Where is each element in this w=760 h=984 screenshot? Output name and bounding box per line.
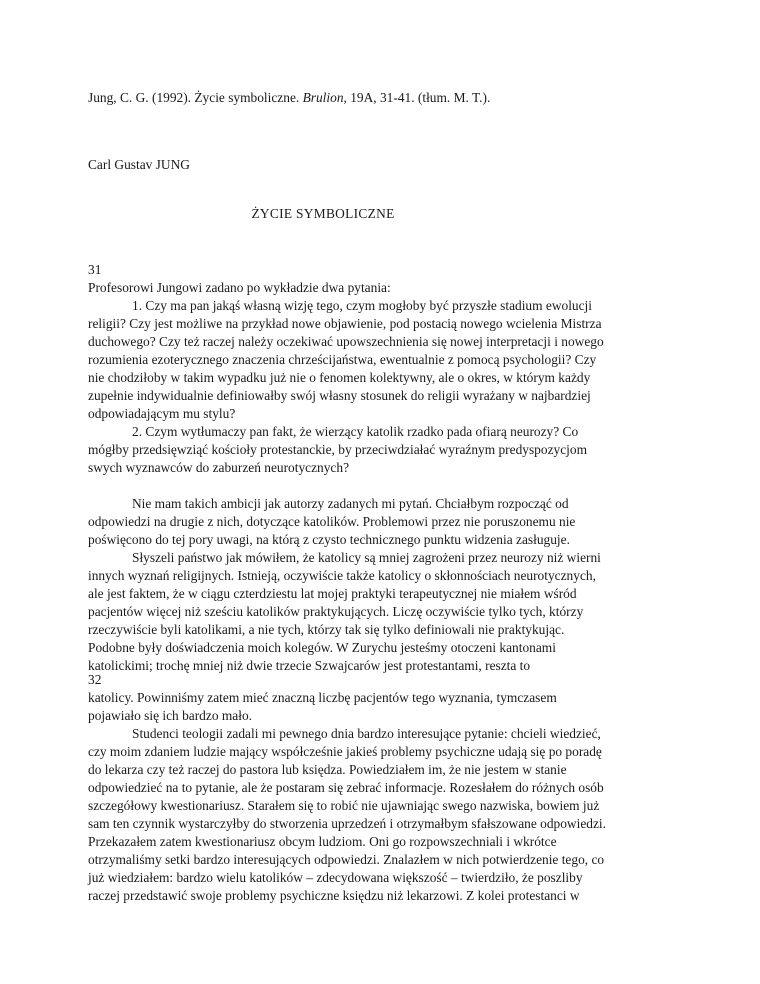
document-title: ŻYCIE SYMBOLICZNE <box>251 206 395 221</box>
text-line: innych wyznań religijnych. Istnieją, oczywiście także katolicy o skłonnościach neurotycznych, <box>88 568 596 583</box>
author-name: Carl Gustav JUNG <box>88 157 190 172</box>
text-line: szczegółowy kwestionariusz. Starałem się to robić nie ujawniając swego nazwiska, bowiem już <box>88 798 600 813</box>
text-line: rozumienia ezoterycznego znaczenia chrześcijaństwa, ewentualnie z pomocą psychologii? Czy <box>88 352 597 367</box>
page-number-31: 31 <box>88 262 102 277</box>
text-line: poświęcono do tej pory uwagi, na którą z czysto technicznego punktu widzenia zasługuje. <box>88 532 570 547</box>
text-line: odpowiedzieć na to pytanie, ale że postaram się zebrać informacje. Rozesłałem do różnych osób <box>88 780 604 795</box>
citation-suffix: , 19A, 31-41. (tłum. M. T.). <box>343 90 491 105</box>
text-line: odpowiadającym mu stylu? <box>88 406 236 421</box>
text-line: odpowiedzi na drugie z nich, dotyczące katolików. Problemowi przez nie poruszonemu nie <box>88 514 576 529</box>
text-line: zupełnie indywidualnie definiowałby swój własny stosunek do religii wyrażany w najbardziej <box>88 388 591 403</box>
text-line: nie chodziłoby w takim wypadku już nie o fenomen kolektywny, ale o okres, w którym każdy <box>88 370 591 385</box>
text-line: ale jest faktem, że w ciągu czterdziestu lat mojej praktyki terapeutycznej nie miałem wśród <box>88 586 577 601</box>
text-line: pojawiało się ich bardzo mało. <box>88 708 252 723</box>
text-line: otrzymaliśmy setki bardzo interesujących odpowiedzi. Znalazłem w nich potwierdzenie tego, co <box>88 852 605 867</box>
page-31-section <box>88 261 678 675</box>
text-line: Profesorowi Jungowi zadano po wykładzie dwa pytania: <box>88 280 391 295</box>
text-line: 1. Czy ma pan jakąś własną wizję tego, czym mogłoby być przyszłe stadium ewolucji <box>132 298 592 313</box>
page-32-section <box>88 671 678 905</box>
citation-journal: Brulion <box>302 90 344 105</box>
blank-line <box>88 477 678 495</box>
citation <box>88 90 490 106</box>
text-line: rzeczywiście byli katolikami, a nie tych, którzy tak się tylko definiowali nie praktykując. <box>88 622 565 637</box>
text-line: pacjentów więcej niż sześciu katolików praktykujących. Liczę oczywiście tylko tych, którzy <box>88 604 584 619</box>
text-line: katolicy. Powinniśmy zatem mieć znaczną liczbę pacjentów tego wyznania, tymczasem <box>88 690 557 705</box>
text-line: Nie mam takich ambicji jak autorzy zadanych mi pytań. Chciałbym rozpocząć od <box>132 496 569 511</box>
text-line: 2. Czym wytłumaczy pan fakt, że wierzący katolik rzadko pada ofiarą neurozy? Co <box>132 424 579 439</box>
citation-prefix: Jung, C. G. (1992). Życie symboliczne. <box>88 90 303 105</box>
text-line: katolickimi; trochę mniej niż dwie trzecie Szwajcarów jest protestantami, reszta to <box>88 658 531 673</box>
text-line: Przekazałem zatem kwestionariusz obcym ludziom. Oni go rozpowszechniali i wkrótce <box>88 834 557 849</box>
text-line: raczej przedstawić swoje problemy psychiczne księdzu niż lekarzowi. Z kolei protestanci w <box>88 888 580 903</box>
text-line: do lekarza czy też raczej do pastora lub księdza. Powiedziałem im, że nie jestem w stanie <box>88 762 567 777</box>
text-line: już wiedziałem: bardzo wielu katolików – zdecydowana większość – twierdziło, że poszliby <box>88 870 583 885</box>
document-page <box>88 0 688 984</box>
text-line: czy moim zdaniem ludzie mający współcześnie jakieś problemy psychiczne udają się po poradę <box>88 744 602 759</box>
text-line: Studenci teologii zadali mi pewnego dnia bardzo interesujące pytanie: chcieli wiedzieć, <box>132 726 601 741</box>
text-line: religii? Czy jest możliwe na przykład nowe objawienie, pod postacią nowego wcielenia Mistrza <box>88 316 602 331</box>
text-line: duchowego? Czy też raczej należy oczekiwać upowszechnienia się nowej interpretacji i nowego <box>88 334 604 349</box>
page-number-32: 32 <box>88 672 102 687</box>
text-line: sam ten czynnik wystarczyłby do stworzenia uprzedzeń i otrzymałbym sfałszowane odpowiedzi. <box>88 816 606 831</box>
text-line: Podobne były doświadczenia moich kolegów. W Zurychu jesteśmy otoczeni kantonami <box>88 640 556 655</box>
text-line: swych wyznawców do zaburzeń neurotycznych? <box>88 460 350 475</box>
text-line: Słyszeli państwo jak mówiłem, że katolicy są mniej zagrożeni przez neurozy niż wierni <box>132 550 601 565</box>
text-line: mógłby przedsięwziąć kościoły protestanckie, by przeciwdziałać wyraźnym predyspozycjom <box>88 442 587 457</box>
